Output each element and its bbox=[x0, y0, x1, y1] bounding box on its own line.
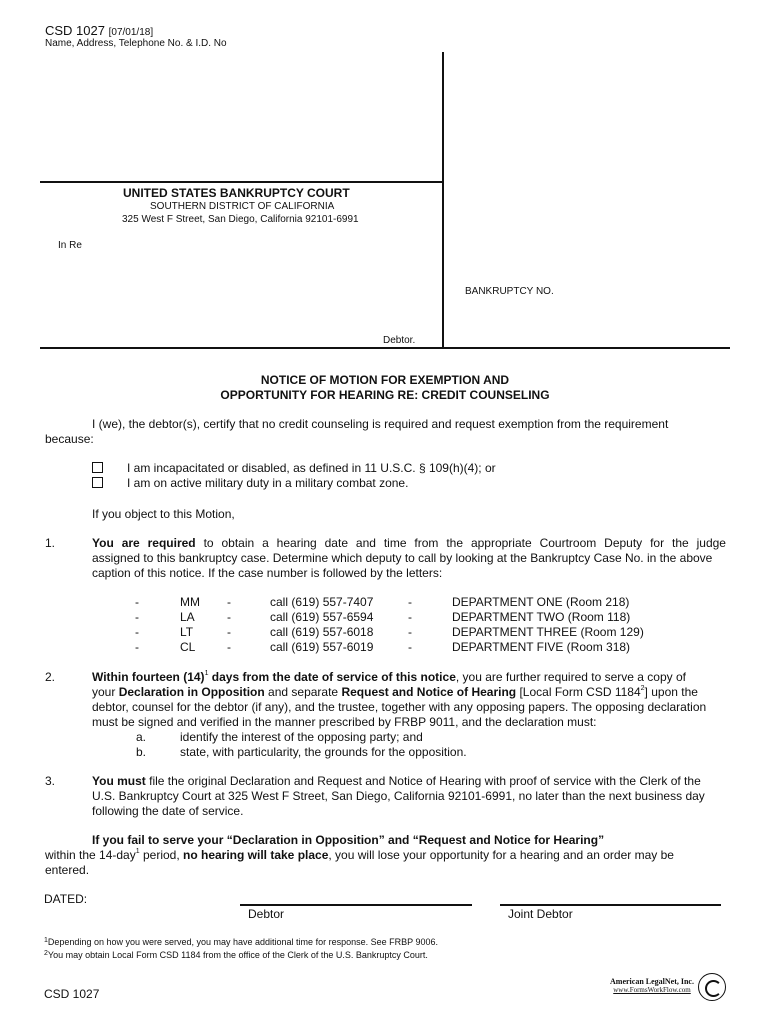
item2-bold1: Within fourteen (14) bbox=[92, 670, 205, 684]
item1-bold: You are required bbox=[92, 536, 196, 550]
item2-sub-b-text: state, with particularity, the grounds for the opposition. bbox=[180, 745, 467, 759]
notice-title-line1: NOTICE OF MOTION FOR EXEMPTION AND bbox=[260, 373, 510, 387]
dept-name: DEPARTMENT TWO (Room 118) bbox=[452, 610, 631, 624]
dept-code: CL bbox=[180, 640, 196, 654]
dash: - bbox=[135, 625, 139, 639]
dept-phone: call (619) 557-6018 bbox=[270, 625, 374, 639]
fail-l2c: , you will lose your opportunity for a hearing and an order may be bbox=[328, 848, 674, 862]
footnote-text: Depending on how you were served, you may have additional time for response. See FRBP 9006. bbox=[47, 937, 438, 947]
dash: - bbox=[227, 595, 231, 609]
bankruptcy-no-label: BANKRUPTCY NO. bbox=[465, 286, 554, 297]
debtor-signature-line[interactable] bbox=[240, 904, 472, 906]
court-district: SOUTHERN DISTRICT OF CALIFORNIA bbox=[150, 201, 335, 212]
publisher-name: American LegalNet, Inc. bbox=[610, 977, 694, 986]
dept-phone: call (619) 557-7407 bbox=[270, 595, 374, 609]
fail-l2b: period, bbox=[139, 848, 183, 862]
dept-code: LA bbox=[180, 610, 195, 624]
dash: - bbox=[135, 595, 139, 609]
form-number: CSD 1027 bbox=[45, 23, 105, 38]
footnote-number: 1 bbox=[44, 937, 48, 944]
item2-number: 2. bbox=[45, 670, 56, 684]
dept-phone: call (619) 557-6019 bbox=[270, 640, 374, 654]
dept-name: DEPARTMENT THREE (Room 129) bbox=[452, 625, 644, 639]
intro-line2: because: bbox=[45, 432, 94, 446]
dept-name: DEPARTMENT ONE (Room 218) bbox=[452, 595, 630, 609]
dated-label: DATED: bbox=[44, 892, 88, 906]
item2-rest1: , you are further required to serve a copy of bbox=[455, 670, 686, 684]
in-re-label: In Re bbox=[58, 240, 82, 251]
dash: - bbox=[227, 610, 231, 624]
item2-sub-b-letter: b. bbox=[136, 745, 147, 759]
joint-debtor-signature-line[interactable] bbox=[500, 904, 721, 906]
publisher-seal bbox=[606, 973, 726, 1003]
form-id-footer: CSD 1027 bbox=[44, 987, 100, 1001]
item3-line2: U.S. Bankruptcy Court at 325 West F Street, San Diego, California 92101-6991, no later than the next business day bbox=[92, 789, 705, 803]
item2-line4: must be signed and verified in the manner prescribed by FRBP 9011, and the declaration must: bbox=[92, 715, 597, 729]
item2-paragraph bbox=[92, 670, 726, 730]
item1-number: 1. bbox=[45, 536, 56, 550]
publisher-logo-icon bbox=[698, 973, 726, 1001]
footnote-2 bbox=[44, 950, 428, 960]
item1-line3: caption of this notice. If the case number is followed by the letters: bbox=[92, 566, 443, 580]
item1-paragraph bbox=[92, 536, 726, 581]
dash: - bbox=[135, 640, 139, 654]
fail-l2a: within the 14-day bbox=[45, 848, 136, 862]
declaration-in-opposition: Declaration in Opposition bbox=[118, 685, 265, 699]
item2-mid2: and separate bbox=[264, 685, 342, 699]
item1-line1: to obtain a hearing date and time from the appropriate Courtroom Deputy for the judge bbox=[203, 536, 726, 550]
no-hearing-bold: no hearing will take place bbox=[183, 848, 329, 862]
incapacitated-checkbox[interactable] bbox=[92, 462, 103, 473]
military-duty-checkbox[interactable] bbox=[92, 477, 103, 488]
dash: - bbox=[408, 640, 412, 654]
item3-paragraph bbox=[92, 774, 726, 819]
dept-phone: call (619) 557-6594 bbox=[270, 610, 374, 624]
footnote-ref: 1 bbox=[135, 848, 140, 855]
intro-line1: I (we), the debtor(s), certify that no credit counseling is required and request exemption from the requirement bbox=[92, 417, 669, 431]
dash: - bbox=[408, 625, 412, 639]
debtor-caption-label: Debtor. bbox=[383, 335, 416, 346]
footnote-1 bbox=[44, 937, 438, 947]
incapacitated-option-label: I am incapacitated or disabled, as defined in 11 U.S.C. § 109(h)(4); or bbox=[127, 461, 496, 475]
dash: - bbox=[135, 610, 139, 624]
dept-name: DEPARTMENT FIVE (Room 318) bbox=[452, 640, 631, 654]
military-duty-option-label: I am on active military duty in a military combat zone. bbox=[127, 476, 409, 490]
dept-code: LT bbox=[180, 625, 194, 639]
fail-bold-line: If you fail to serve your “Declaration in Opposition” and “Request and Notice for Hearing” bbox=[92, 833, 605, 847]
caption-vertical-line bbox=[442, 52, 444, 348]
dash: - bbox=[227, 625, 231, 639]
court-header-top-line bbox=[40, 181, 443, 183]
caption-bottom-line bbox=[40, 347, 730, 349]
court-title: UNITED STATES BANKRUPTCY COURT bbox=[123, 186, 350, 200]
name-address-label: Name, Address, Telephone No. & I.D. No bbox=[45, 38, 227, 49]
footnote-ref: 2 bbox=[640, 685, 645, 692]
request-and-notice: Request and Notice of Hearing bbox=[341, 685, 517, 699]
object-text: If you object to this Motion, bbox=[92, 507, 235, 521]
item2-sub-a-letter: a. bbox=[136, 730, 147, 744]
dept-code: MM bbox=[180, 595, 200, 609]
item2-rest2b: ] upon the bbox=[644, 685, 698, 699]
dash: - bbox=[408, 595, 412, 609]
footnote-number: 2 bbox=[44, 950, 48, 957]
item2-rest2a: [Local Form CSD 1184 bbox=[516, 685, 641, 699]
fail-line2 bbox=[45, 848, 674, 862]
form-id-header bbox=[45, 23, 153, 38]
form-date: [07/01/18] bbox=[108, 27, 154, 38]
item2-line3: debtor, counsel for the debtor (if any), and the trustee, together with any opposing papers. The opposing declaration bbox=[92, 700, 707, 714]
publisher-text bbox=[606, 977, 698, 994]
notice-title-line2: OPPORTUNITY FOR HEARING RE: CREDIT COUNSELING bbox=[220, 388, 550, 402]
publisher-url[interactable]: www.FormsWorkFlow.com bbox=[613, 986, 691, 994]
dash: - bbox=[227, 640, 231, 654]
footnote-text: You may obtain Local Form CSD 1184 from the office of the Clerk of the U.S. Bankruptcy Court. bbox=[47, 950, 428, 960]
debtor-signature-label: Debtor bbox=[248, 907, 285, 921]
item3-line3: following the date of service. bbox=[92, 804, 244, 818]
item3-line1: file the original Declaration and Request and Notice of Hearing with proof of service with the Clerk of the bbox=[145, 774, 701, 788]
item3-bold: You must bbox=[92, 774, 146, 788]
court-address: 325 West F Street, San Diego, California 92101-6991 bbox=[122, 214, 359, 225]
fail-line3: entered. bbox=[45, 863, 90, 877]
dash: - bbox=[408, 610, 412, 624]
item1-line2: assigned to this bankruptcy case. Determine which deputy to call by looking at the Bankruptcy Case No. in the above bbox=[92, 551, 713, 565]
item2-bold2: days from the date of service of this notice bbox=[208, 670, 456, 684]
joint-debtor-signature-label: Joint Debtor bbox=[508, 907, 573, 921]
footnote-ref: 1 bbox=[204, 670, 209, 677]
item2-sub-a-text: identify the interest of the opposing party; and bbox=[180, 730, 423, 744]
item3-number: 3. bbox=[45, 774, 56, 788]
item2-pre2: your bbox=[92, 685, 119, 699]
